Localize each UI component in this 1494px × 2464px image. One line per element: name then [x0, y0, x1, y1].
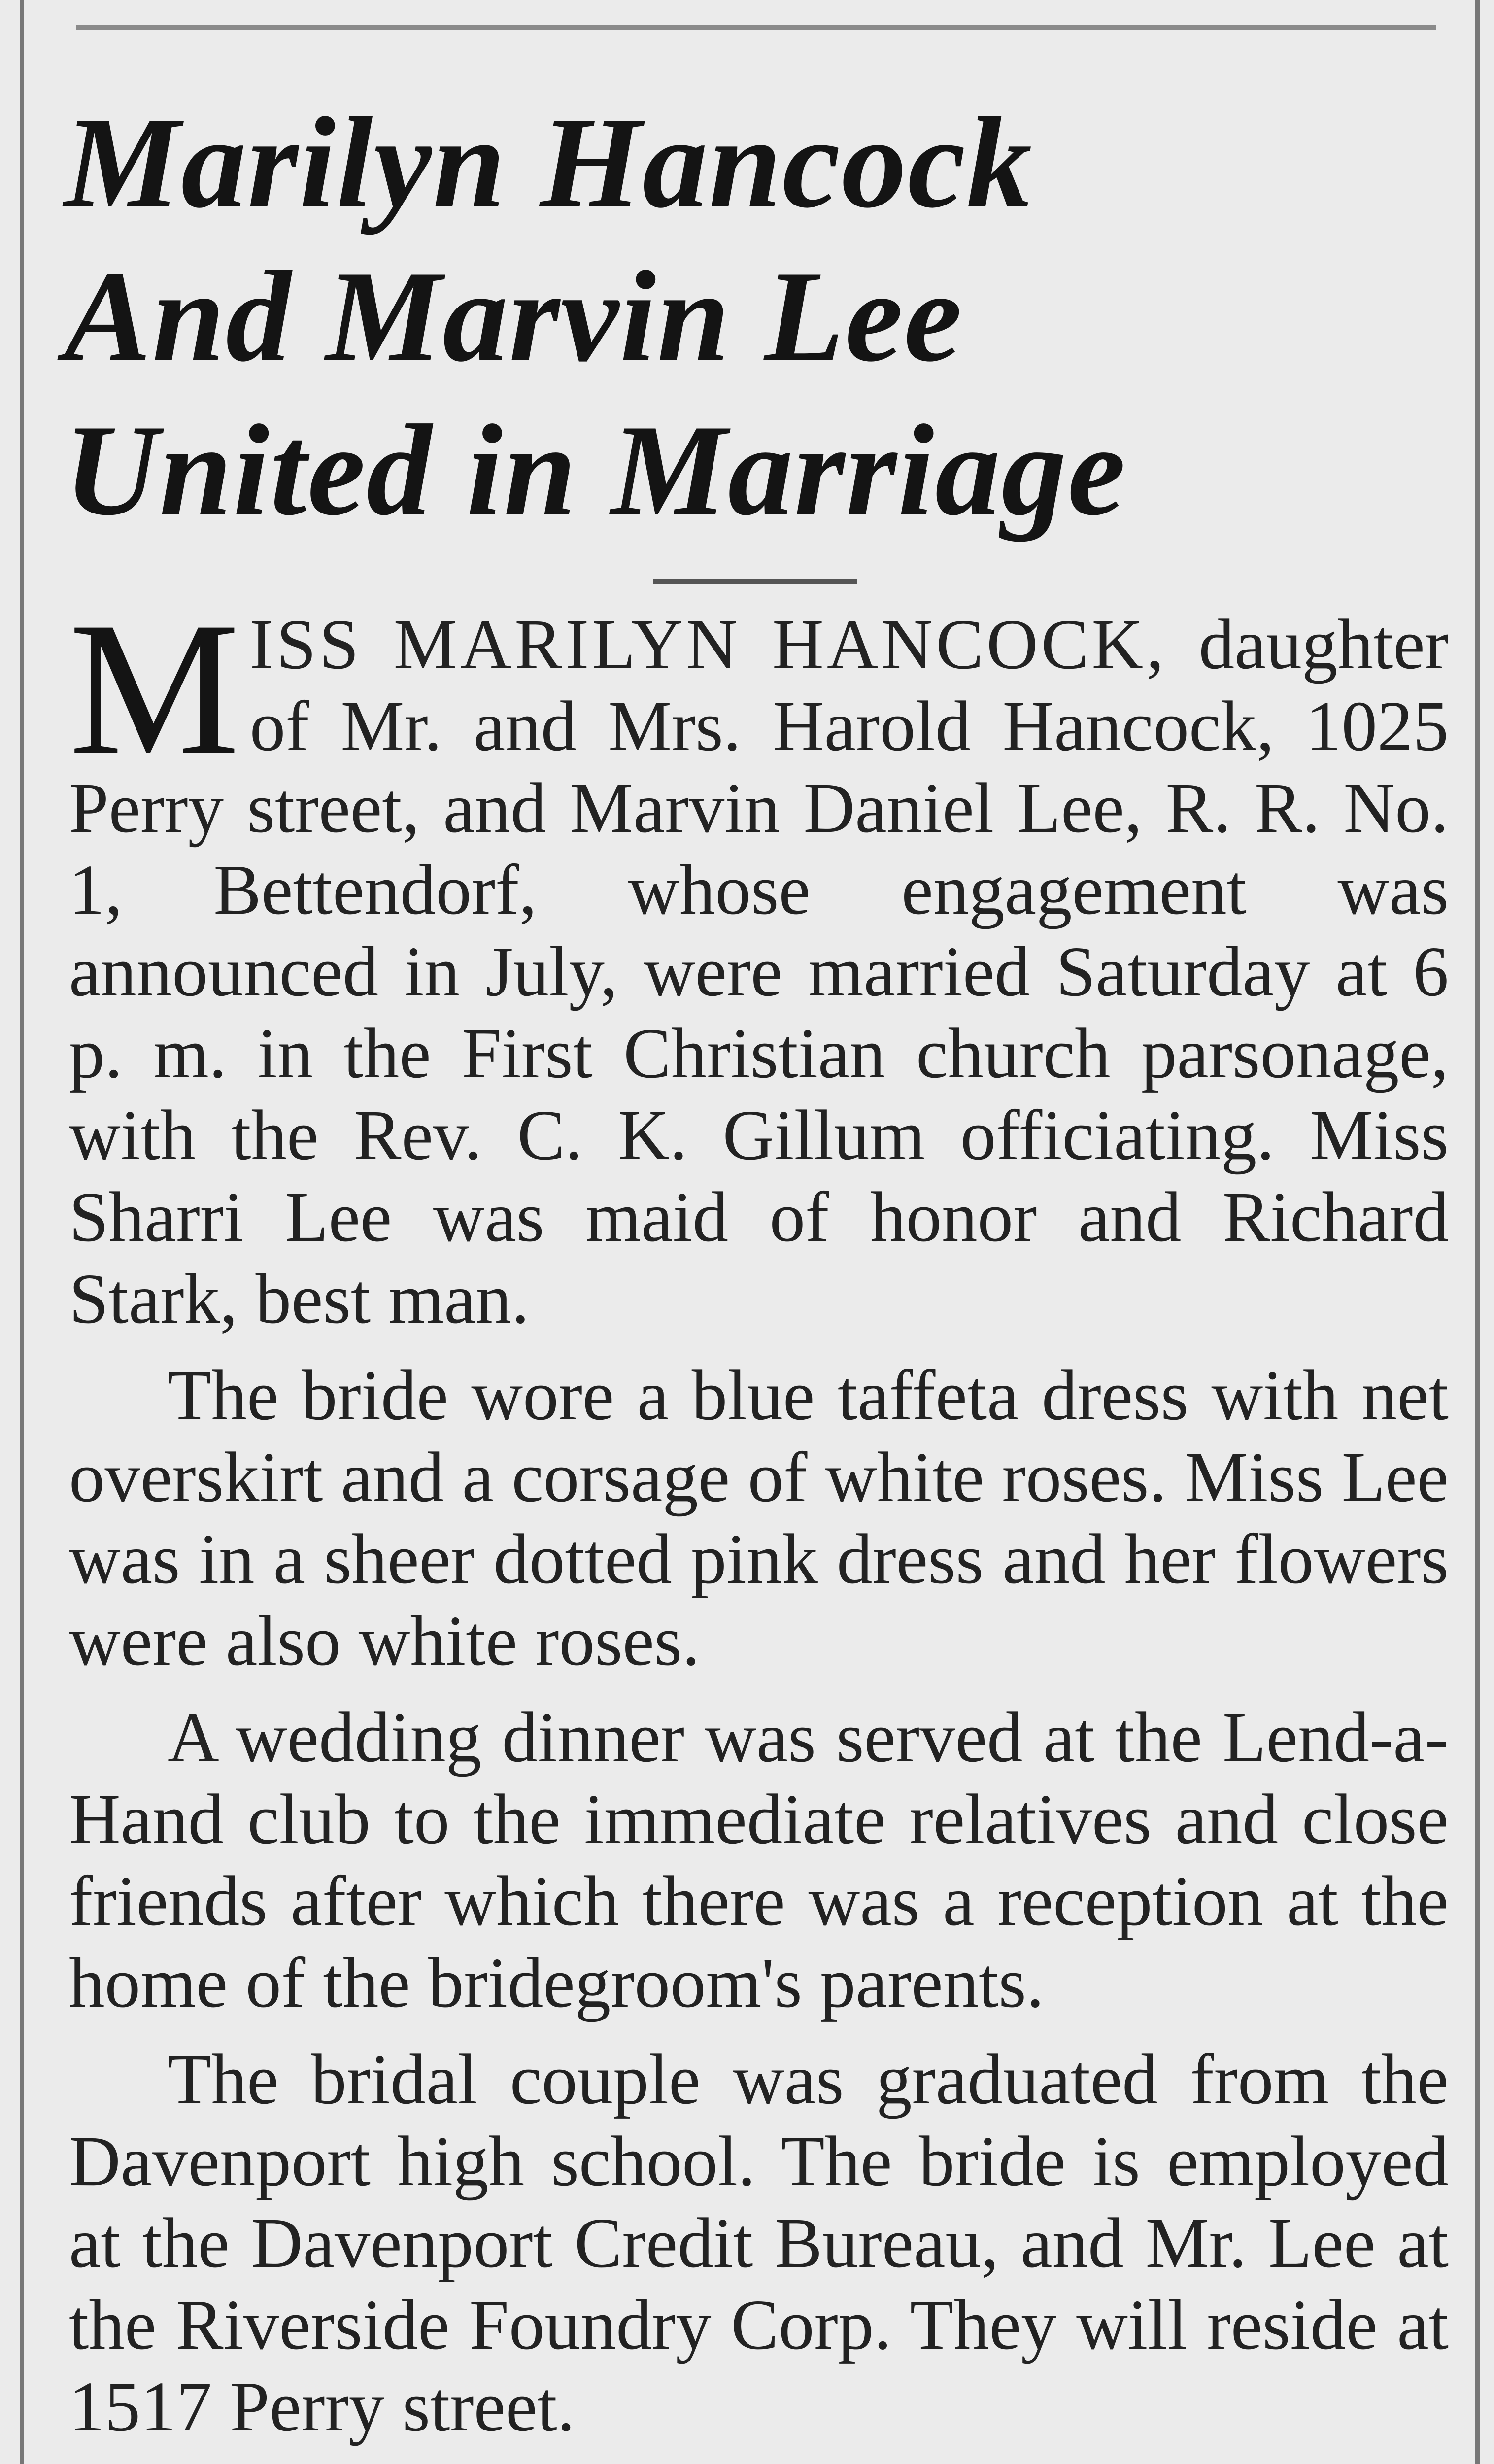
paragraph-2: The bride wore a blue taffeta dress with net overskirt and a corsage of white roses. Miss Lee was in a sheer dotted pink dress and her flowers were also white roses. [69, 1356, 1449, 1680]
drop-cap: M [69, 582, 240, 795]
paragraph-1-text: daughter of Mr. and Mrs. Harold Hancock, 1025 Perry street, and Marvin Daniel Lee, R. R. No. 1, Bettendorf, whose engagement was announced in July, were married Saturday at 6 p. m. in the First Christian church parsonage, with the Rev. C. K. Gillum officiating. Miss Sharri Lee was maid of honor and Richard Stark, best man. [69, 605, 1449, 1338]
paragraph-3: A wedding dinner was served at the Lend-a-Hand club to the immediate relatives and close friends after which there was a reception at the home of the bridegroom's parents. [69, 1698, 1449, 2022]
top-rule [76, 25, 1436, 30]
article-body [69, 582, 1449, 2448]
headline [64, 86, 1454, 548]
headline-line-2: And Marvin Lee [64, 244, 963, 389]
column-rule-left [20, 0, 24, 2464]
column-rule-right [1475, 0, 1480, 2464]
headline-line-1: Marilyn Hancock [64, 91, 1033, 235]
paragraph-4: The bridal couple was graduated from the Davenport high school. The bride is employed at the Davenport Credit Bureau, and Mr. Lee at the Riverside Foundry Corp. They will reside at 1517 Perry street. [69, 2040, 1449, 2446]
headline-separator [653, 579, 857, 584]
paragraph-1 [69, 582, 1449, 1340]
headline-line-3: United in Marriage [64, 398, 1127, 543]
paragraph-1-caps: ISS MARILYN HANCOCK, [249, 605, 1199, 684]
